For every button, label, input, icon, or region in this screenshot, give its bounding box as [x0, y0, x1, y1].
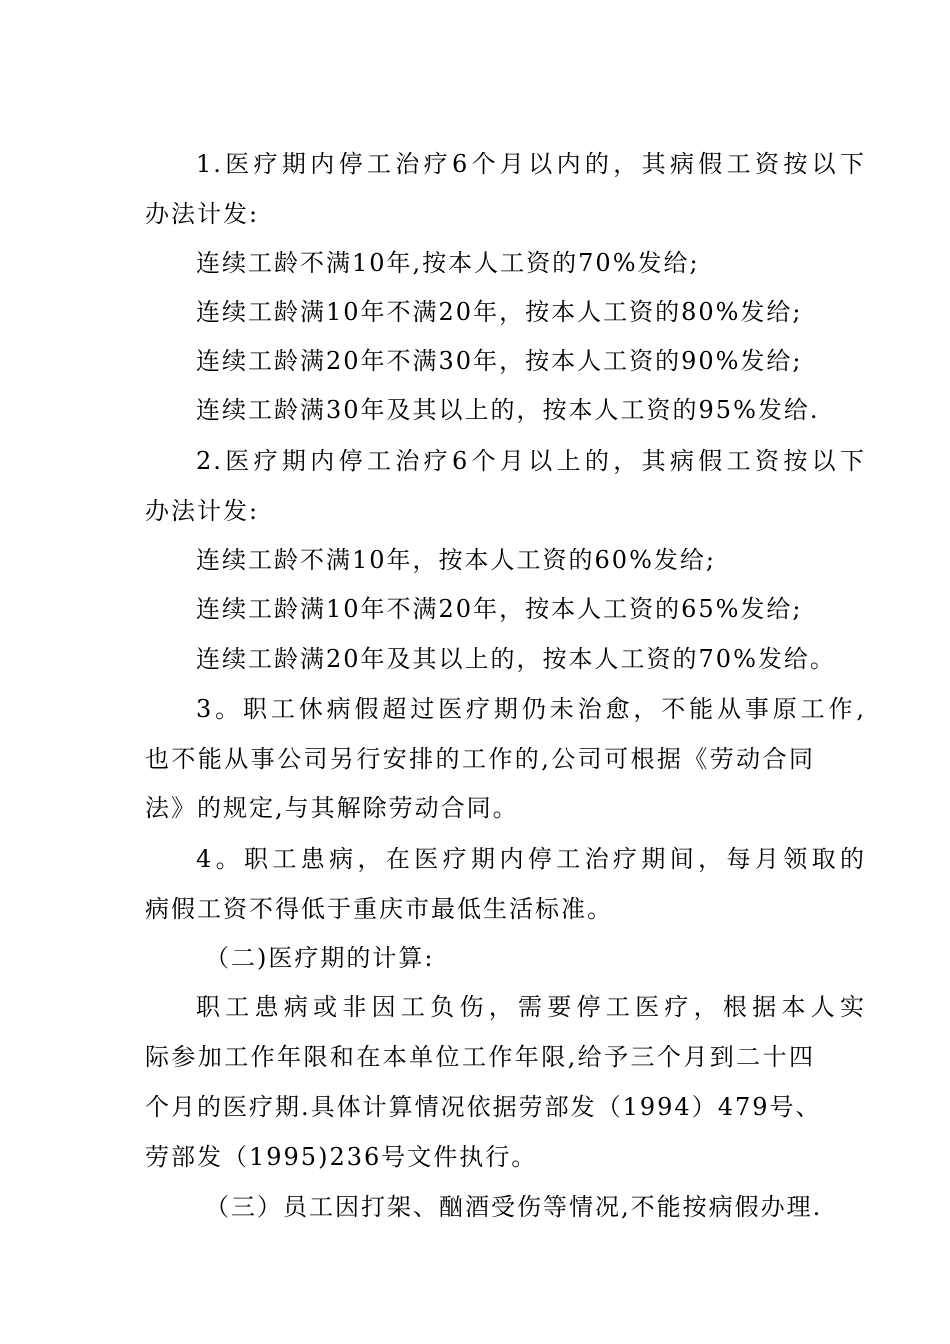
rule-2-b: 连续工龄满10年不满20年，按本人工资的65%发给;: [196, 595, 803, 623]
section-heading-3: （三）员工因打架、酗酒受伤等情况,不能按病假办理.: [205, 1193, 823, 1221]
section-heading-2: （二)医疗期的计算:: [205, 944, 435, 972]
para-5-line-3: 个月的医疗期.具体计算情况依据劳部发（1994）479号、: [145, 1093, 822, 1121]
para-4-line-2: 病假工资不得低于重庆市最低生活标准。: [145, 895, 613, 923]
para-1-line-2: 办法计发:: [145, 200, 260, 228]
para-1-line-1: 1.医疗期内停工治疗6个月以内的，其病假工资按以下: [196, 150, 866, 178]
rule-2-a: 连续工龄不满10年，按本人工资的60%发给;: [196, 546, 716, 574]
para-3-line-3: 法》的规定,与其解除劳动合同。: [145, 794, 519, 822]
para-2-line-2: 办法计发:: [145, 497, 260, 525]
para-5-line-1: 职工患病或非因工负伤，需要停工医疗，根据本人实: [196, 993, 866, 1021]
para-2-line-1: 2.医疗期内停工治疗6个月以上的，其病假工资按以下: [196, 447, 866, 475]
rule-1-d: 连续工龄满30年及其以上的，按本人工资的95%发给.: [196, 396, 820, 424]
rule-1-a: 连续工龄不满10年,按本人工资的70%发给;: [196, 249, 700, 277]
para-3-line-1: 3。职工休病假超过医疗期仍未治愈，不能从事原工作,: [196, 695, 866, 723]
rule-1-b: 连续工龄满10年不满20年，按本人工资的80%发给;: [196, 298, 803, 326]
para-5-line-4: 劳部发（1995)236号文件执行。: [145, 1143, 538, 1171]
para-4-line-1: 4。职工患病，在医疗期内停工治疗期间，每月领取的: [196, 845, 866, 873]
para-5-line-2: 际参加工作年限和在本单位工作年限,给予三个月到二十四: [145, 1043, 815, 1071]
rule-2-c: 连续工龄满20年及其以上的，按本人工资的70%发给。: [196, 645, 836, 673]
rule-1-c: 连续工龄满20年不满30年，按本人工资的90%发给;: [196, 347, 803, 375]
para-3-line-2: 也不能从事公司另行安排的工作的,公司可根据《劳动合同: [145, 745, 815, 773]
